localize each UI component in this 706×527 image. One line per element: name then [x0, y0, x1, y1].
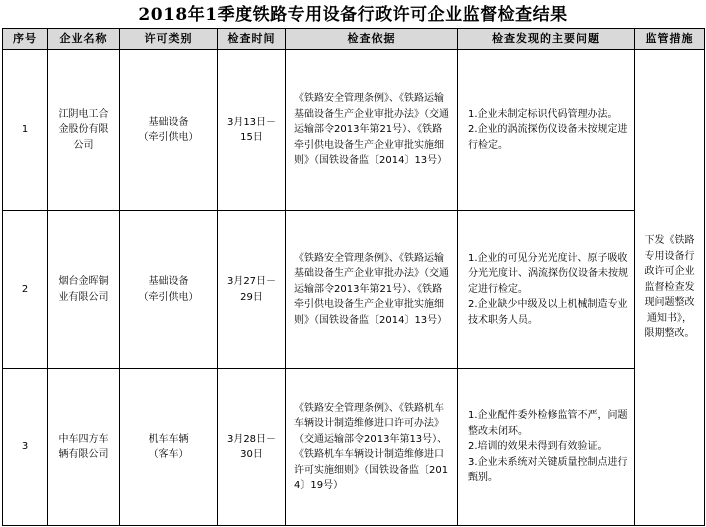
row-basis: 《铁路安全管理条例》、《铁路运输基础设备生产企业审批办法》（交通运输部令2013年第21号）、《铁路牵引供电设备生产企业审批实施细则》（国铁设备监〔2014〕13号） — [286, 50, 458, 211]
row-category-type: 机车车辆 — [148, 433, 189, 445]
row-basis: 《铁路安全管理条例》、《铁路机车车辆设计制造维修进口许可办法》（交通运输部令2013年第13号）、《铁路机车车辆设计制造维修进口许可实施细则》（国铁设备监〔2014〕19号） — [286, 369, 458, 526]
issue-item: 1.企业未制定标识代码管理办法。 — [468, 108, 618, 120]
row-category — [120, 369, 218, 526]
row-index: 3 — [3, 369, 48, 526]
header-category: 许可类别 — [120, 29, 218, 50]
row-category-sub: （客车） — [148, 449, 189, 460]
header-index: 序号 — [3, 29, 48, 50]
row-category-sub: （牵引供电） — [138, 291, 199, 303]
table-row — [3, 211, 705, 369]
row-basis: 《铁路安全管理条例》、《铁路运输基础设备生产企业审批办法》（交通运输部令2013年第21号）、《铁路牵引供电设备生产企业审批实施细则》（国铁设备监〔2014〕13号） — [286, 211, 458, 369]
row-category-type: 基础设备 — [148, 116, 189, 128]
issue-item: 2.培训的效果未得到有效验证。 — [468, 441, 608, 453]
row-time: 3月13日－15日 — [218, 50, 286, 211]
issue-item: 2.企业的涡流探伤仪设备未按规定进行检定。 — [468, 124, 628, 151]
issue-item: 1.企业配件委外检修监管不严，问题整改未闭环。 — [468, 410, 628, 437]
row-issues — [458, 211, 635, 369]
supervision-measure: 下发《铁路专用设备行政许可企业监督检查发现问题整改通知书》，限期整改。 — [635, 50, 705, 526]
header-basis: 检查依据 — [286, 29, 458, 50]
row-category-sub: （牵引供电） — [138, 132, 199, 143]
row-index: 2 — [3, 211, 48, 369]
row-category — [120, 211, 218, 369]
header-measure: 监管措施 — [635, 29, 705, 50]
row-issues — [458, 50, 635, 211]
issue-item: 1.企业的可见分光光度计、原子吸收分光光度计、涡流探伤仪设备未按规定进行检定。 — [468, 252, 628, 295]
row-category — [120, 50, 218, 211]
table-row — [3, 369, 705, 526]
header-time: 检查时间 — [218, 29, 286, 50]
table-header-row — [3, 29, 705, 50]
inspection-table — [2, 28, 705, 526]
row-category-type: 基础设备 — [148, 276, 189, 287]
row-time: 3月28日－30日 — [218, 369, 286, 526]
row-issues — [458, 369, 635, 526]
page-title: 2018年1季度铁路专用设备行政许可企业监督检查结果 — [138, 5, 568, 25]
header-company: 企业名称 — [48, 29, 120, 50]
issue-item: 2.企业缺少中级及以上机械制造专业技术职务人员。 — [468, 299, 628, 326]
row-company: 中车四方车辆有限公司 — [48, 369, 120, 526]
row-company: 江阴电工合金股份有限公司 — [48, 50, 120, 211]
row-company: 烟台金晖铜业有限公司 — [48, 211, 120, 369]
table-row — [3, 50, 705, 211]
row-index: 1 — [3, 50, 48, 211]
header-issues: 检查发现的主要问题 — [458, 29, 635, 50]
issue-item: 3.企业未系统对关键质量控制点进行甄别。 — [468, 456, 628, 484]
row-time: 3月27日－29日 — [218, 211, 286, 369]
